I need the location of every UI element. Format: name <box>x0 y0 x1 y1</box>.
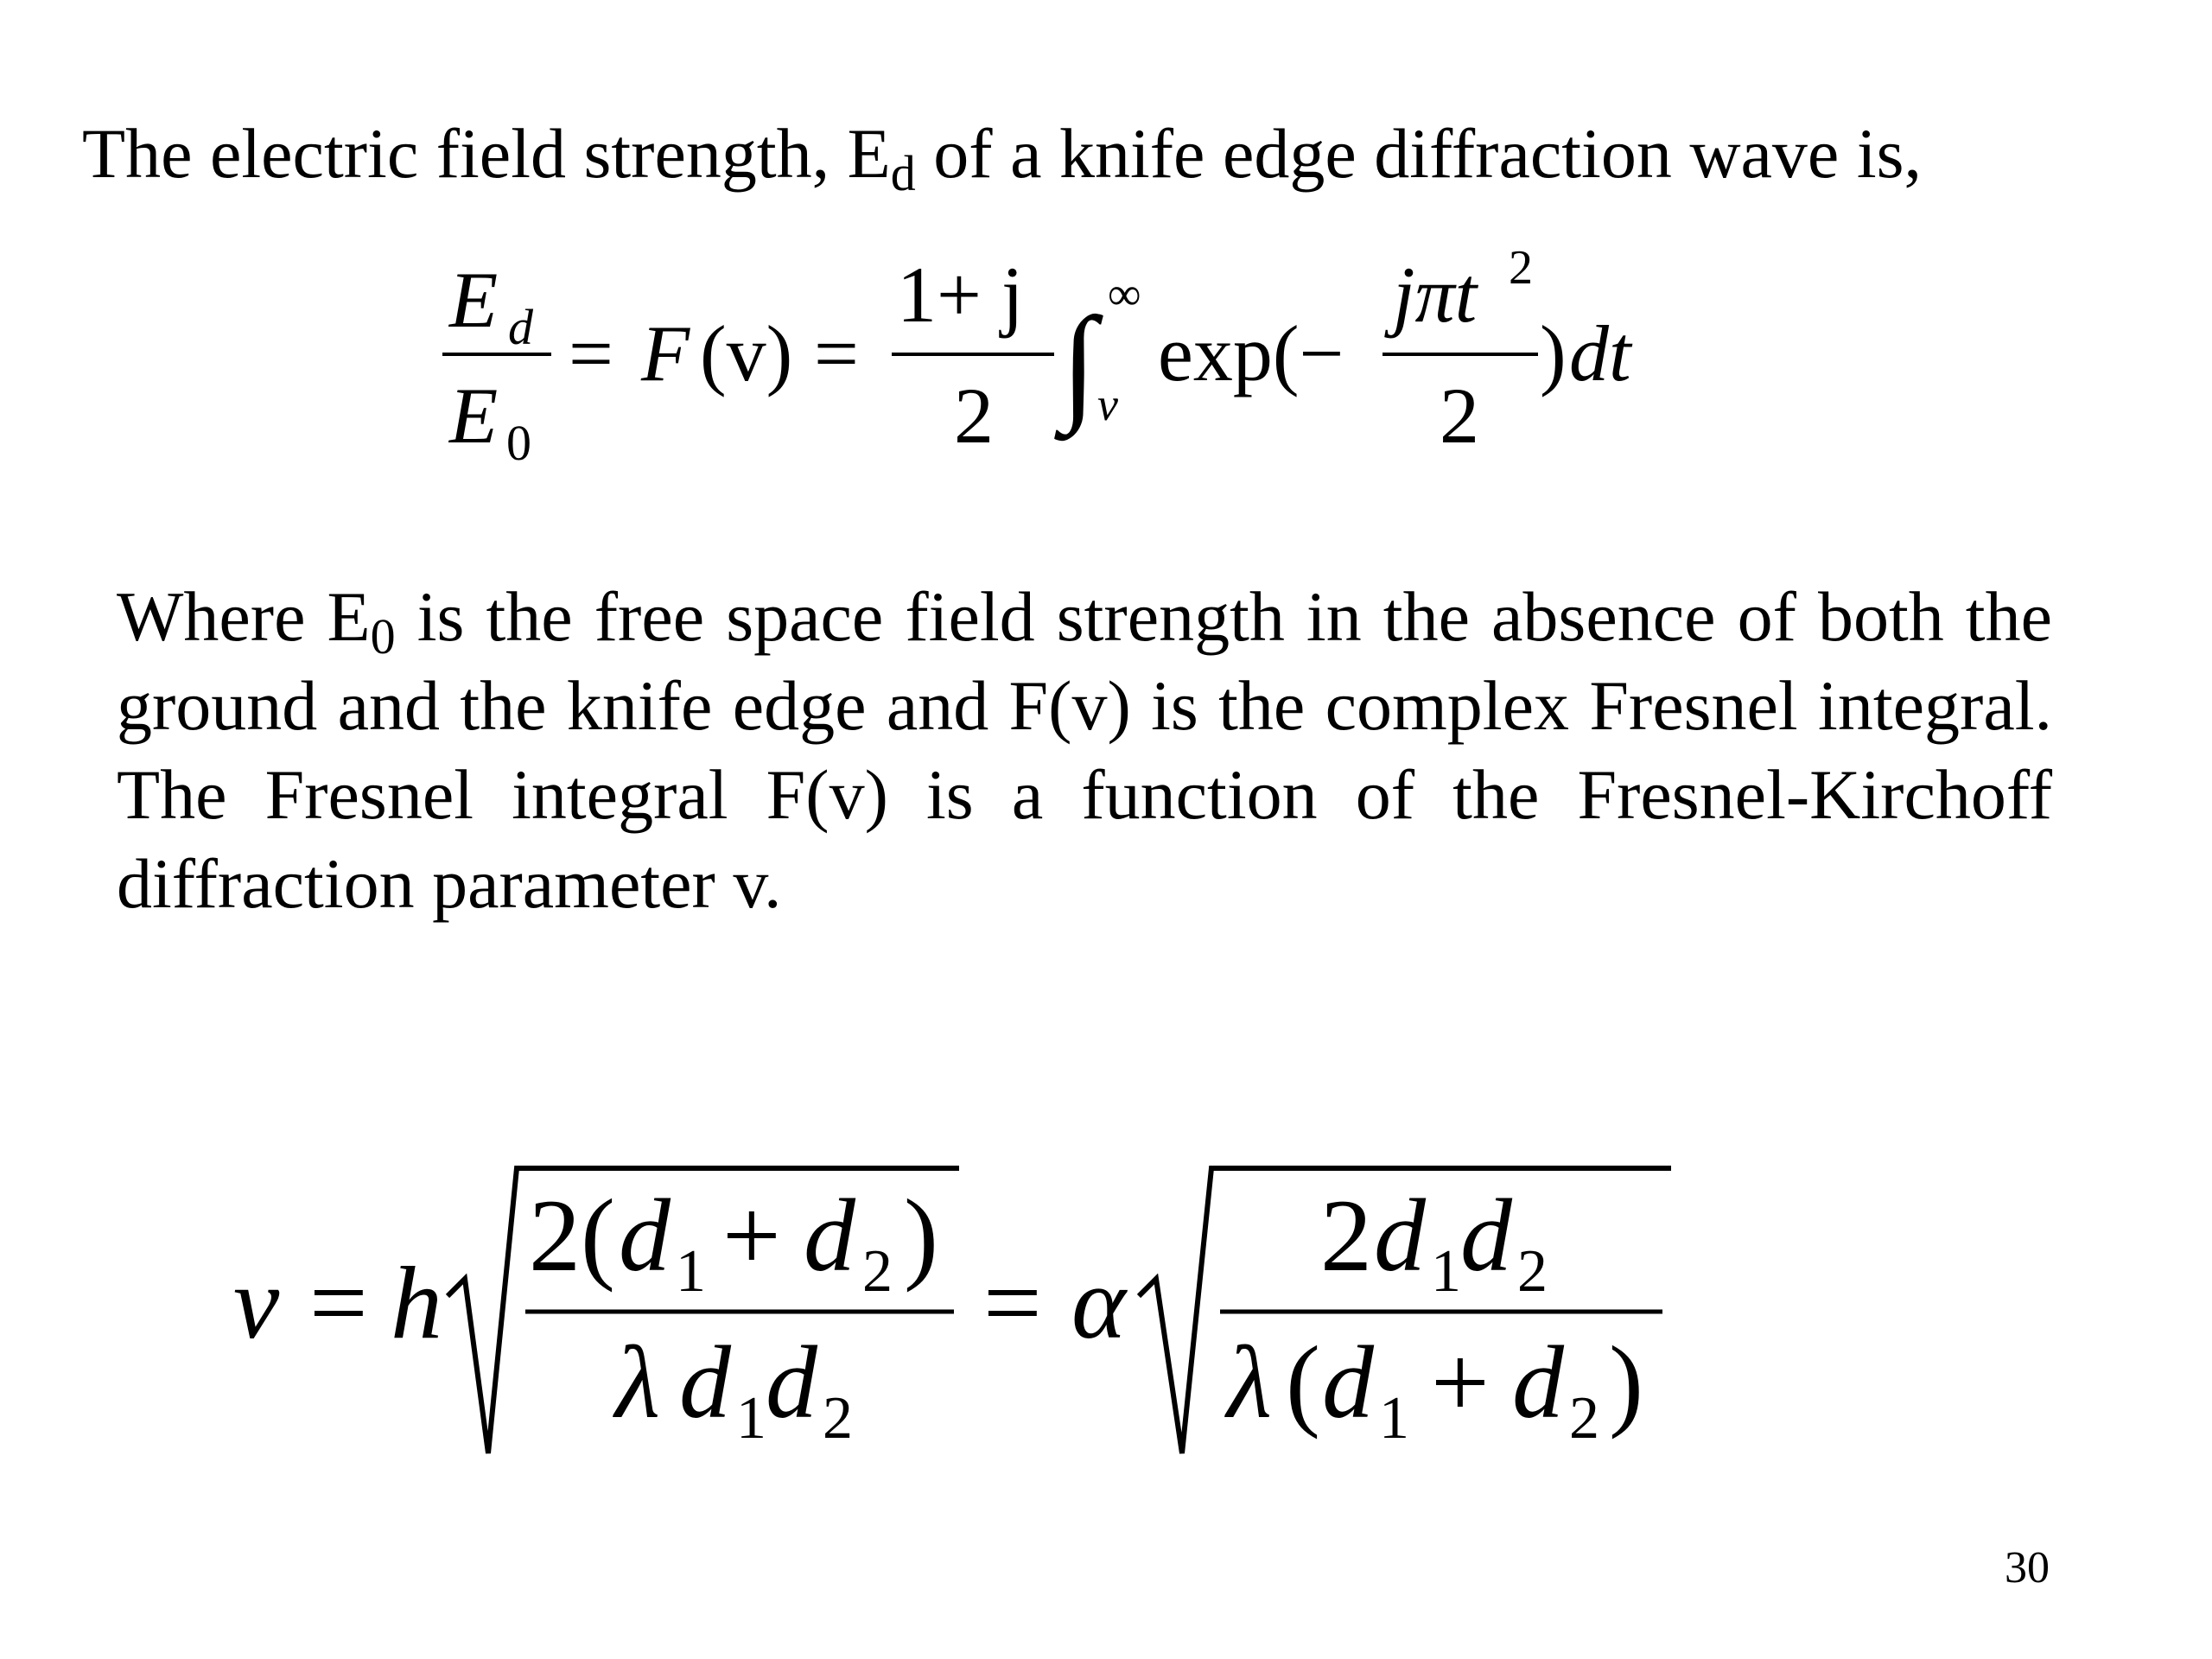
denominator1-sub2: 2 <box>823 1385 853 1452</box>
intro-subscript: d <box>890 145 916 202</box>
exp-numerator: jπt <box>1393 251 1478 339</box>
exp-open: exp(− <box>1158 309 1344 397</box>
alpha-variable: α <box>1071 1245 1126 1360</box>
integral-upper-limit: ∞ <box>1108 268 1141 320</box>
numerator2-d2: d <box>1460 1178 1512 1293</box>
intro-sentence <box>82 111 1923 202</box>
numerator1-plus: + <box>722 1178 781 1293</box>
lhs-denominator: E <box>449 372 499 460</box>
numerator2-sub2: 2 <box>1517 1238 1548 1305</box>
intro-text-end: of a knife edge diffraction wave is, <box>915 114 1923 193</box>
h-variable: h <box>391 1245 442 1360</box>
denominator2-sub2: 2 <box>1569 1385 1599 1452</box>
denominator1-d2: d <box>766 1325 817 1440</box>
equals-sign-3: = <box>309 1245 368 1360</box>
v-variable: v <box>233 1245 280 1360</box>
exp-close: ) <box>1540 309 1567 397</box>
function-f: F <box>641 309 690 397</box>
numerator1-prefix: 2( <box>529 1178 615 1293</box>
coefficient-numerator: 1+ j <box>897 251 1024 339</box>
diffraction-parameter-equation <box>233 1168 1671 1453</box>
equals-sign-4: = <box>983 1245 1042 1360</box>
field-strength-equation <box>442 241 1633 471</box>
equals-sign-1: = <box>569 309 613 397</box>
lhs-numerator: E <box>449 256 499 344</box>
numerator2-two: 2 <box>1320 1178 1372 1293</box>
numerator2-d1: d <box>1374 1178 1426 1293</box>
radical-sign-2 <box>1139 1168 1671 1453</box>
denominator1-d1: d <box>679 1325 731 1440</box>
denominator2-open: ( <box>1286 1325 1320 1440</box>
coefficient-denominator: 2 <box>954 372 994 460</box>
denominator2-close: ) <box>1609 1325 1643 1440</box>
denominator2-d2: d <box>1512 1325 1564 1440</box>
denominator1-sub1: 1 <box>736 1385 766 1452</box>
numerator1-d: d <box>619 1178 671 1293</box>
paragraph-subscript: 0 <box>370 608 396 665</box>
paragraph-body: is the free space field strength in the absence of both the ground and the knife edge and F(v) is the complex Fresnel integral. The Fresnel integral F(v) is a function of the Fresnel-Kirchoff diffraction parameter v. <box>117 577 2052 923</box>
integral-sign: ∫ <box>1061 291 1097 435</box>
numerator2-sub1: 1 <box>1431 1238 1461 1305</box>
intro-text: The electric field strength, E <box>82 114 891 193</box>
integral-lower-limit: v <box>1097 378 1118 430</box>
paragraph-start: Where E <box>117 577 371 656</box>
denominator2-plus: + <box>1431 1325 1490 1440</box>
explanation-paragraph <box>117 572 2052 928</box>
page-number: 30 <box>2005 1543 2050 1592</box>
denominator2-lambda: λ <box>1227 1325 1272 1440</box>
numerator1-close: ) <box>904 1178 938 1293</box>
exp-denominator: 2 <box>1440 372 1479 460</box>
radical-sign-1 <box>448 1168 959 1453</box>
numerator1-sub1: 1 <box>676 1238 706 1305</box>
denominator2-d1: d <box>1322 1325 1374 1440</box>
denominator1-lambda: λ <box>615 1325 660 1440</box>
exp-numerator-power: 2 <box>1509 241 1533 295</box>
equals-sign-2: = <box>814 309 859 397</box>
denominator2-sub1: 1 <box>1379 1385 1409 1452</box>
numerator1-sub2: 2 <box>862 1238 893 1305</box>
function-argument: (v) <box>700 309 793 397</box>
numerator1-d2: d <box>804 1178 855 1293</box>
lhs-numerator-sub: d <box>508 299 533 355</box>
lhs-denominator-sub: 0 <box>506 415 531 471</box>
differential-dt: dt <box>1569 309 1631 397</box>
